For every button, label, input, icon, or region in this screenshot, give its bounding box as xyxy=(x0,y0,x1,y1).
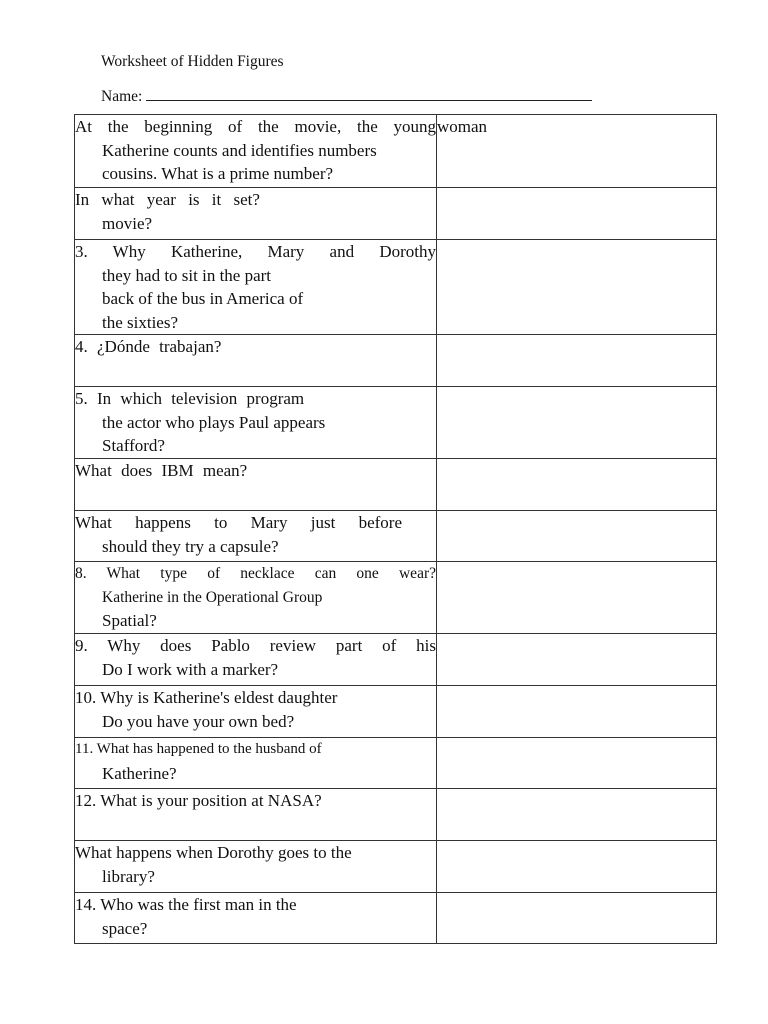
question-line: the sixties? xyxy=(102,312,179,332)
question-line: Katherine? xyxy=(102,763,177,783)
question-line: In what year is it set? xyxy=(75,190,260,209)
answer-cell[interactable] xyxy=(437,459,717,511)
question-cell xyxy=(75,387,437,459)
question-line: cousins. What is a prime number? xyxy=(102,164,334,183)
question-cell xyxy=(75,893,437,944)
question-line: At the beginning of the movie, the young xyxy=(75,117,436,136)
question-line: space? xyxy=(102,918,148,938)
name-label: Name: xyxy=(101,88,143,105)
table-row xyxy=(75,841,717,893)
answer-cell[interactable] xyxy=(437,387,717,459)
name-field[interactable] xyxy=(101,86,592,106)
question-cell xyxy=(75,738,437,789)
question-line: What does IBM mean? xyxy=(75,461,248,480)
question-line: should they try a capsule? xyxy=(102,536,279,556)
question-line: What happens to Mary just before xyxy=(75,513,402,532)
answer-cell[interactable] xyxy=(437,511,717,562)
question-cell xyxy=(75,841,437,893)
question-cell xyxy=(75,511,437,562)
question-line: Do you have your own bed? xyxy=(102,711,295,731)
answer-cell[interactable] xyxy=(437,188,717,240)
table-row xyxy=(75,738,717,789)
table-row xyxy=(75,335,717,387)
question-cell xyxy=(75,634,437,686)
answer-cell[interactable] xyxy=(437,789,717,841)
question-line: Spatial? xyxy=(102,611,157,630)
name-blank-line[interactable] xyxy=(146,86,592,101)
table-row xyxy=(75,634,717,686)
question-line: 5. In which television program xyxy=(75,389,305,408)
answer-cell[interactable] xyxy=(437,115,717,188)
worksheet-title: Worksheet of Hidden Figures xyxy=(101,53,284,70)
question-line: back of the bus in America of xyxy=(102,289,304,308)
question-line: 10. Why is Katherine's eldest daughter xyxy=(75,688,338,707)
table-row xyxy=(75,240,717,335)
answer-cell[interactable] xyxy=(437,893,717,944)
answer-text: woman xyxy=(437,117,488,136)
question-line: 3. Why Katherine, Mary and Dorothy xyxy=(75,242,436,261)
question-line: 9. Why does Pablo review part of his xyxy=(75,636,436,655)
question-line: 8. What type of necklace can one wear? xyxy=(75,565,436,582)
question-line: Do I work with a marker? xyxy=(102,659,279,679)
answer-cell[interactable] xyxy=(437,562,717,634)
answer-cell[interactable] xyxy=(437,738,717,789)
question-cell xyxy=(75,789,437,841)
answer-cell[interactable] xyxy=(437,686,717,738)
question-line: 4. ¿Dónde trabajan? xyxy=(75,337,222,356)
question-line: 14. Who was the first man in the xyxy=(75,895,297,914)
question-line: Stafford? xyxy=(102,436,165,455)
table-row xyxy=(75,893,717,944)
question-cell xyxy=(75,686,437,738)
answer-cell[interactable] xyxy=(437,335,717,387)
question-cell xyxy=(75,335,437,387)
table-row xyxy=(75,188,717,240)
question-line: the actor who plays Paul appears xyxy=(102,412,326,432)
question-line: movie? xyxy=(102,213,153,233)
question-line: Katherine in the Operational Group xyxy=(102,588,323,606)
question-cell xyxy=(75,562,437,634)
answer-cell[interactable] xyxy=(437,634,717,686)
question-line: 12. What is your position at NASA? xyxy=(75,791,322,810)
table-row xyxy=(75,459,717,511)
answer-cell[interactable] xyxy=(437,240,717,335)
table-row xyxy=(75,511,717,562)
table-row xyxy=(75,686,717,738)
question-line: What happens when Dorothy goes to the xyxy=(75,843,352,862)
table-row xyxy=(75,789,717,841)
question-cell xyxy=(75,240,437,335)
question-line: they had to sit in the part xyxy=(102,265,272,285)
question-line: 11. What has happened to the husband of xyxy=(75,741,322,757)
question-cell xyxy=(75,115,437,188)
question-table xyxy=(74,114,717,944)
question-line: Katherine counts and identifies numbers xyxy=(102,140,377,160)
table-row xyxy=(75,115,717,188)
question-line: library? xyxy=(102,866,155,886)
table-row xyxy=(75,562,717,634)
answer-cell[interactable] xyxy=(437,841,717,893)
question-cell xyxy=(75,188,437,240)
question-cell xyxy=(75,459,437,511)
table-row xyxy=(75,387,717,459)
